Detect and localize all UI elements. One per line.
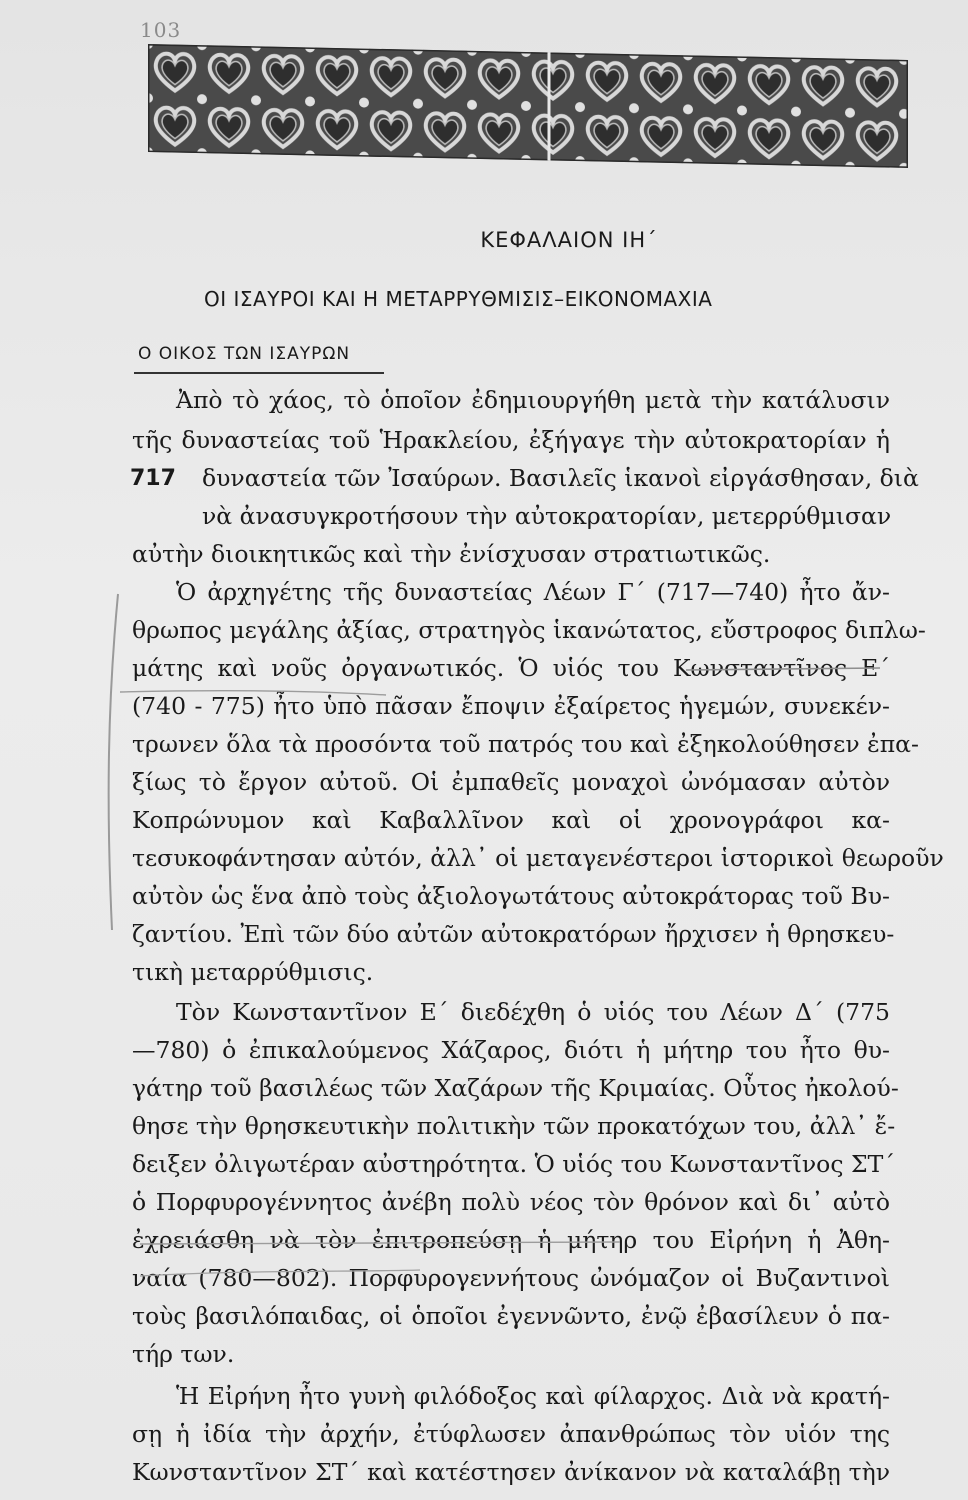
text-line: τῆς δυναστείας τοῦ Ἡρακλείου, ἐξήγαγε τὴν αὐτοκρατορίαν ἡ xyxy=(132,426,890,454)
text-line: δειξεν ὀλιγωτέραν αὐστηρότητα. Ὁ υἱός του Κωνσταντῖνος ΣΤ΄ xyxy=(132,1150,895,1178)
text-line: θησε τὴν θρησκευτικὴν πολιτικὴν τῶν προκατόχων του, ἀλλ᾽ ἔ- xyxy=(132,1112,896,1140)
ornament-shadow xyxy=(148,160,908,166)
text-line: τρωνεν ὅλα τὰ προσόντα τοῦ πατρός του καὶ ἐξηκολούθησεν ἐπα- xyxy=(132,730,919,758)
text-line: τήρ των. xyxy=(132,1340,235,1368)
chapter-title: ΚΕΦΑΛΑΙΟΝ ΙΗ΄ xyxy=(480,228,658,252)
text-line: αὐτὸν ὡς ἕνα ἀπὸ τοὺς ἀξιολογωτάτους αὐτοκράτορας τοῦ Βυ- xyxy=(132,882,890,910)
page-number: 103 xyxy=(140,18,182,42)
text-line: Ὁ ἀρχηγέτης τῆς δυναστείας Λέων Γ΄ (717—740) ἦτο ἄν- xyxy=(176,578,890,606)
text-line: (740 - 775) ἦτο ὑπὸ πᾶσαν ἔποψιν ἐξαίρετος ἡγεμών, συνεκέν- xyxy=(132,692,890,720)
text-line: νὰ ἀνασυγκροτήσουν τὴν αὐτοκρατορίαν, μετερρύθμισαν xyxy=(202,502,892,530)
text-line: σῃ ἡ ἰδία τὴν ἀρχήν, ἐτύφλωσεν ἀπανθρώπως τὸν υἱόν της xyxy=(132,1420,890,1448)
text-line: ὁ Πορφυρογέννητος ἀνέβη πολὺ νέος τὸν θρόνον καὶ δι᾽ αὐτὸ xyxy=(132,1188,890,1216)
text-line: Ἀπὸ τὸ χάος, τὸ ὁποῖον ἐδημιουργήθη μετὰ τὴν κατάλυσιν xyxy=(176,386,890,414)
section-heading: Ο ΟΙΚΟΣ ΤΩΝ ΙΣΑΥΡΩΝ xyxy=(138,344,351,364)
chapter-subtitle: ΟΙ ΙΣΑΥΡΟΙ ΚΑΙ Η ΜΕΤΑΡΡΥΘΜΙΣΙΣ–ΕΙΚΟΝΟΜΑΧΙΑ xyxy=(204,287,713,311)
text-line: αὐτὴν διοικητικῶς καὶ τὴν ἐνίσχυσαν στρατιωτικῶς. xyxy=(132,540,771,568)
text-line: Κωνσταντῖνον ΣΤ΄ καὶ κατέστησεν ἀνίκανον νὰ καταλάβῃ τὴν xyxy=(132,1458,890,1486)
text-line: ζαντίου. Ἐπὶ τῶν δύο αὐτῶν αὐτοκρατόρων ἤρχισεν ἡ θρησκευ- xyxy=(132,920,895,948)
text-line: γάτηρ τοῦ βασιλέως τῶν Χαζάρων τῆς Κριμαίας. Οὗτος ἠκολού- xyxy=(132,1074,899,1102)
margin-year: 717 xyxy=(130,466,176,491)
text-line: τικὴ μεταρρύθμισις. xyxy=(132,958,374,986)
text-line: ἐχρειάσθη νὰ τὸν ἐπιτροπεύσῃ ἡ μήτηρ του Εἰρήνη ἡ Ἀθη- xyxy=(132,1226,890,1254)
text-line: τοὺς βασιλόπαιδας, οἱ ὁποῖοι ἐγεννῶντο, ἐνῷ ἐβασίλευν ὁ πα- xyxy=(132,1302,890,1330)
text-line: —780) ὁ ἐπικαλούμενος Χάζαρος, διότι ἡ μήτηρ του ἦτο θυ- xyxy=(132,1036,890,1064)
text-line: Ἡ Εἰρήνη ἦτο γυνὴ φιλόδοξος καὶ φίλαρχος. Διὰ νὰ κρατή- xyxy=(176,1382,890,1410)
ornament-band xyxy=(148,44,908,168)
text-line: ξίως τὸ ἔργον αὐτοῦ. Οἱ ἐμπαθεῖς μοναχοὶ ὠνόμασαν αὐτὸν xyxy=(132,768,890,796)
text-line: ναία (780—802). Πορφυρογεννήτους ὠνόμαζον οἱ Βυζαντινοὶ xyxy=(132,1264,890,1292)
text-line: Κοπρώνυμον καὶ Καβαλλῖνον καὶ οἱ χρονογράφοι κα- xyxy=(132,806,890,834)
text-line: δυναστεία τῶν Ἰσαύρων. Βασιλεῖς ἱκανοὶ εἰργάσθησαν, διὰ xyxy=(202,464,919,492)
section-underline xyxy=(134,372,384,374)
text-line: τεσυκοφάντησαν αὐτόν, ἀλλ᾽ οἱ μεταγενέστεροι ἱστορικοὶ θεωροῦν xyxy=(132,844,944,872)
text-line: μάτης καὶ νοῦς ὀργανωτικός. Ὁ υἱός του Κωνσταντῖνος Ε΄ xyxy=(132,654,890,682)
text-line: Τὸν Κωνσταντῖνον Ε΄ διεδέχθη ὁ υἱός του Λέων Δ΄ (775 xyxy=(176,998,890,1026)
text-line: θρωπος μεγάλης ἀξίας, στρατηγὸς ἱκανώτατος, εὔστροφος διπλω- xyxy=(132,616,926,644)
